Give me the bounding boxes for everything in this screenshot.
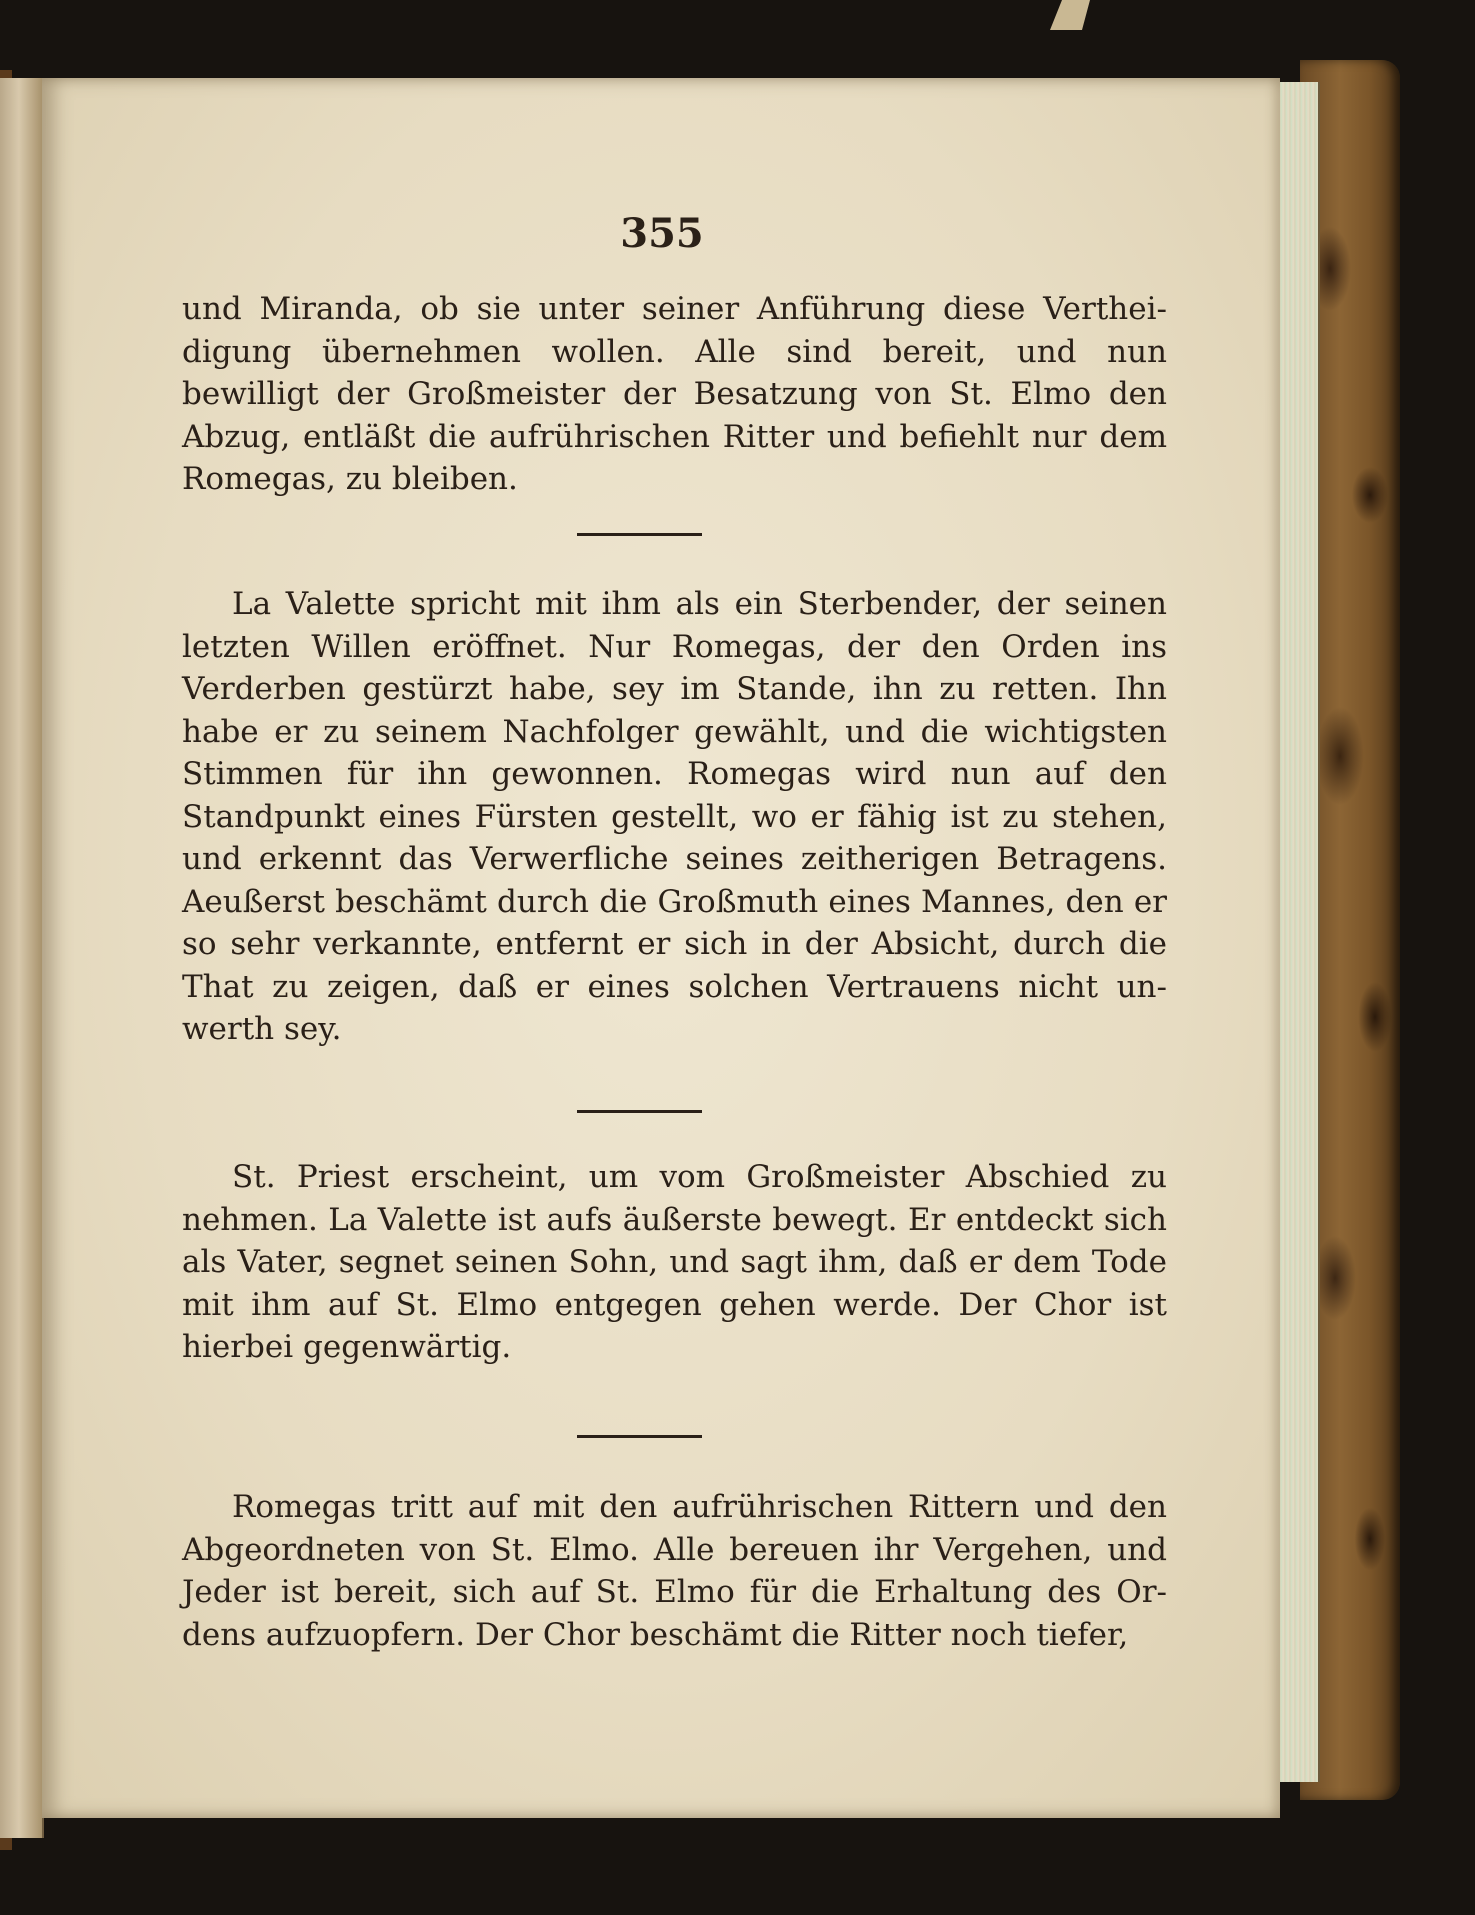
paragraph — [182, 583, 1167, 1051]
paragraph-text: La Valette spricht mit ihm als ein Sterbender, der seinen letzten Willen eröffnet. Nur Romegas, der den Orden ins Verderben gestürzt habe, sey im Stande, ihn zu retten. Ihn habe er zu seinem Nachfolger gewählt, und die wichtigsten Stimmen für ihn gewonnen. Romegas wird nun auf den Standpunkt eines Fürsten gestellt, wo er fähig ist zu stehen, und erkennt das Verwerfliche seines zeitherigen Betragens. Aeußerst beschämt durch die Großmuth eines Mannes, den er so sehr verkannte, entfernt er sich in der Absicht, durch die That zu zeigen, daß er eines solchen Vertrauens nicht unwerth sey. — [182, 586, 1167, 1047]
paragraph — [182, 1486, 1167, 1656]
section-divider — [577, 533, 702, 536]
page-edges — [1278, 82, 1320, 1782]
paragraph-text: und Miranda, ob sie unter seiner Anführung diese Vertheidigung übernehmen wollen. Alle sind bereit, und nun bewilligt der Großmeister der Besatzung von St. Elmo den Abzug, entläßt die aufrührischen Ritter und befiehlt nur dem Romegas, zu bleiben. — [182, 291, 1167, 497]
page-number: 355 — [620, 210, 704, 257]
paragraph-text: St. Priest erscheint, um vom Großmeister Abschied zu nehmen. La Valette ist aufs äußerste bewegt. Er entdeckt sich als Vater, segnet seinen Sohn, und sagt ihm, daß er dem Tode mit ihm auf St. Elmo entgegen gehen werde. Der Chor ist hierbei gegenwärtig. — [182, 1159, 1167, 1365]
section-divider — [577, 1110, 702, 1113]
paragraph-text: Romegas tritt auf mit den aufrührischen Rittern und den Abgeordneten von St. Elmo. Alle bereuen ihr Vergehen, und Jeder ist bereit, sich auf St. Elmo für die Erhaltung des Ordens aufzuopfern. Der Chor beschämt die Ritter noch tiefer, — [182, 1489, 1167, 1653]
previous-page-edge — [0, 78, 44, 1838]
paper-tab — [1050, 0, 1090, 30]
paragraph — [182, 288, 1167, 501]
book-page — [42, 78, 1280, 1818]
section-divider — [577, 1435, 702, 1438]
paragraph — [182, 1156, 1167, 1369]
